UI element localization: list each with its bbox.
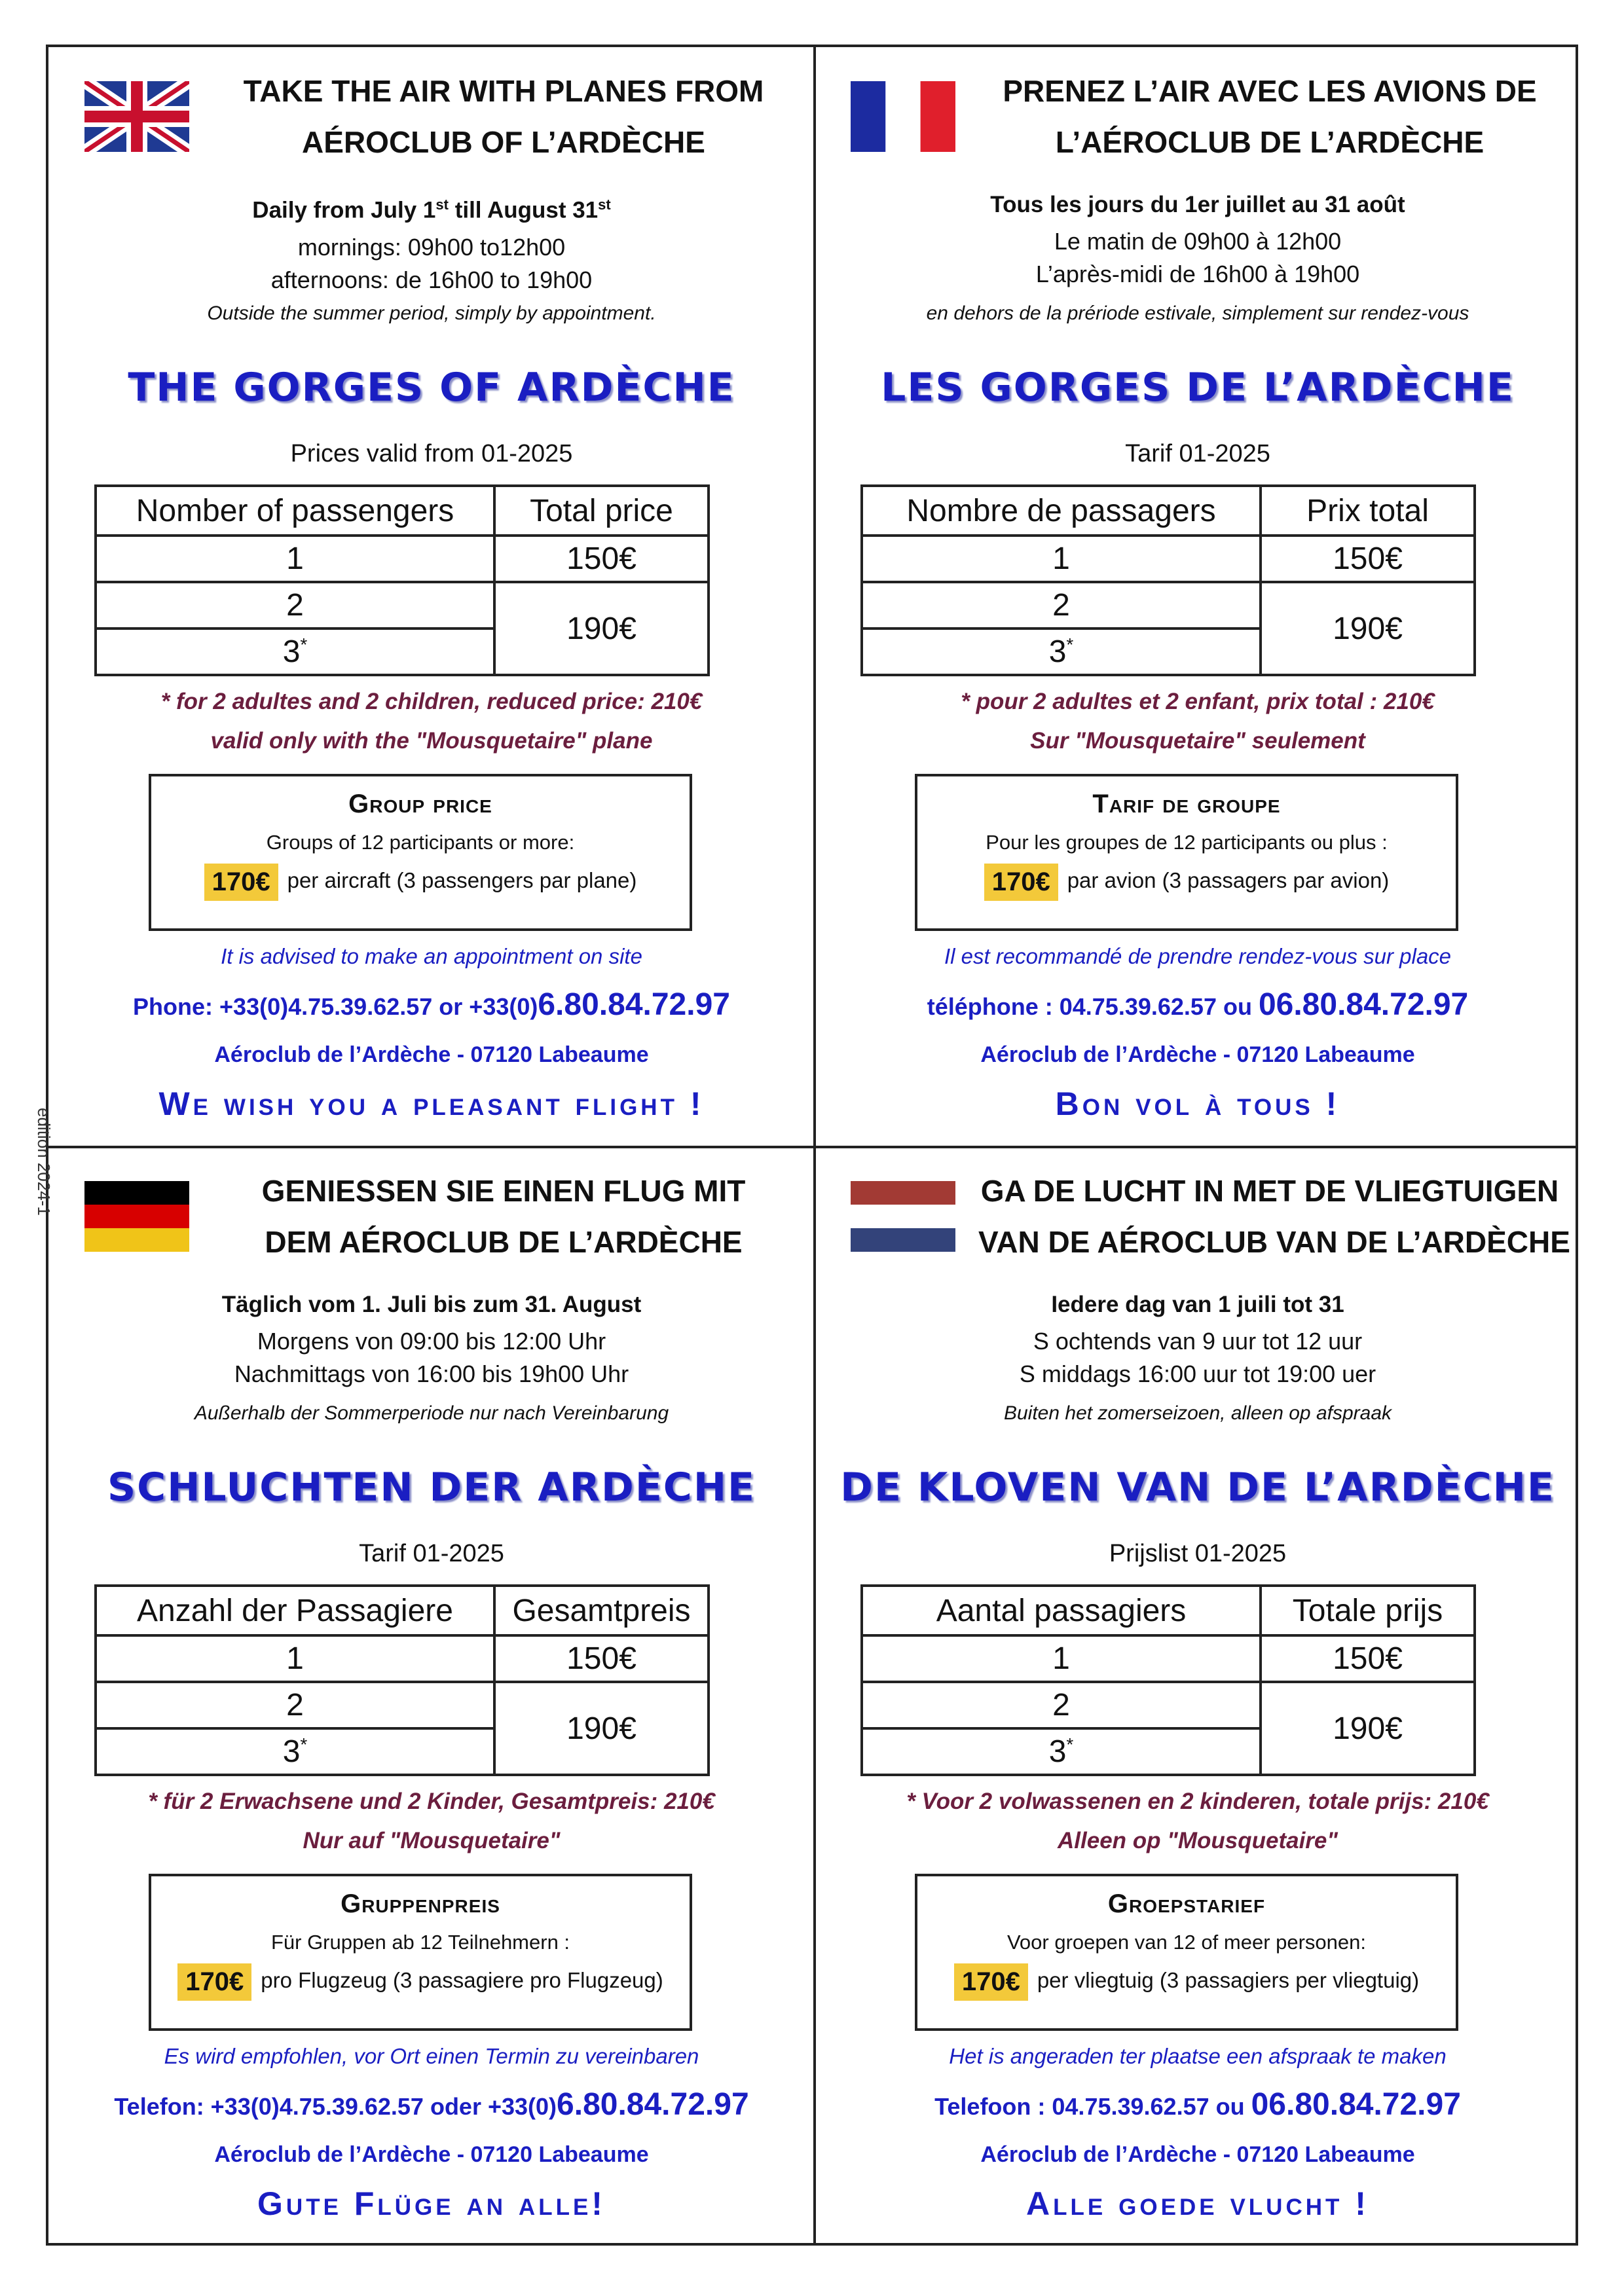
price-table — [860, 1584, 1476, 1776]
footnote-star: * — [1066, 1734, 1074, 1755]
quadrant-english — [48, 47, 815, 1147]
header-line: GENIESSEN SIE EINEN FLUG MIT — [261, 1174, 746, 1208]
note-line: Sur "Mousquetaire" seulement — [1030, 728, 1365, 754]
phone-numbers — [48, 2086, 815, 2123]
price-cell: 150€ — [494, 536, 709, 582]
schedule-title-part: till August 31 — [448, 197, 599, 223]
column-header: Anzahl der Passagiere — [96, 1586, 494, 1635]
appointment-advice: Het is angeraden ter plaatse een afspraak te maken — [949, 2044, 1447, 2068]
group-price-badge: 170€ — [177, 1963, 251, 2001]
note-line: * für 2 Erwachsene und 2 Kinder, Gesamtpreis: 210€ — [148, 1789, 715, 1814]
outside-season-note: Außerhalb der Sommerperiode nur nach Vereinbarung — [194, 1402, 669, 1424]
group-condition: Pour les groupes de 12 participants ou plus : — [986, 831, 1388, 854]
price-cell: 190€ — [494, 582, 709, 675]
table-row — [96, 1682, 709, 1728]
passengers-cell — [862, 1728, 1261, 1775]
price-validity: Prices valid from 01-2025 — [290, 440, 573, 467]
group-condition: Groups of 12 participants or more: — [266, 831, 575, 854]
mobile-number: 6.80.84.72.97 — [538, 987, 730, 1022]
header — [212, 1165, 795, 1267]
column-header: Prix total — [1261, 486, 1475, 536]
table-row — [862, 1635, 1475, 1682]
farewell-message: Gute Flüge an alle! — [257, 2185, 606, 2222]
schedule — [815, 185, 1581, 291]
table-row — [96, 1635, 709, 1682]
header-line: AÉROCLUB OF L’ARDÈCHE — [302, 125, 705, 159]
table-row — [96, 536, 709, 582]
passengers-value: 3 — [282, 1734, 301, 1769]
table-header-row — [96, 486, 709, 536]
schedule-line: Morgens von 09:00 bis 12:00 Uhr — [257, 1328, 606, 1355]
group-price-box — [149, 774, 692, 931]
footnote-star: * — [300, 634, 308, 655]
group-price-badge: 170€ — [204, 864, 278, 901]
group-title: Group price — [348, 790, 492, 818]
header-line: PRENEZ L’AIR AVEC LES AVIONS DE — [1003, 74, 1537, 108]
reduced-price-note — [48, 682, 815, 761]
column-header: Totale prijs — [1261, 1586, 1475, 1635]
price-table — [94, 1584, 710, 1776]
outside-season-note: en dehors de la prériode estivale, simplement sur rendez-vous — [926, 302, 1469, 324]
group-price-line — [917, 1963, 1456, 2001]
quadrant-dutch — [815, 1147, 1581, 2247]
phone-numbers — [48, 987, 815, 1023]
schedule-line: S ochtends van 9 uur tot 12 uur — [1033, 1328, 1363, 1355]
group-price-box — [149, 1874, 692, 2031]
column-header: Nomber of passengers — [96, 486, 494, 536]
passengers-value: 3 — [1048, 634, 1067, 669]
quadrant-german — [48, 1147, 815, 2247]
passengers-cell: 2 — [862, 1682, 1261, 1728]
schedule — [48, 1285, 815, 1391]
header-line: VAN DE AÉROCLUB VAN DE L’ARDÈCHE — [978, 1225, 1570, 1259]
note-line: valid only with the "Mousquetaire" plane — [210, 728, 653, 754]
header-line: GA DE LUCHT IN MET DE VLIEGTUIGEN — [980, 1174, 1559, 1208]
appointment-advice: Il est recommandé de prendre rendez-vous sur place — [944, 944, 1452, 968]
note-line: * Voor 2 volwassenen en 2 kinderen, totale prijs: 210€ — [906, 1789, 1489, 1814]
price-validity: Tarif 01-2025 — [1125, 440, 1270, 467]
germany-flag-icon — [84, 1181, 189, 1252]
price-table — [860, 484, 1476, 676]
group-price-unit: par avion (3 passagers par avion) — [1067, 868, 1390, 893]
mobile-number: 06.80.84.72.97 — [1251, 2087, 1461, 2122]
column-header: Aantal passagiers — [862, 1586, 1261, 1635]
table-row — [862, 582, 1475, 629]
passengers-cell: 2 — [862, 582, 1261, 629]
table-row — [862, 1682, 1475, 1728]
passengers-cell: 1 — [862, 536, 1261, 582]
reduced-price-note — [48, 1782, 815, 1861]
schedule-title — [48, 185, 815, 231]
phone-numbers — [815, 2086, 1581, 2123]
note-line: Nur auf "Mousquetaire" — [303, 1828, 561, 1853]
group-price-line — [151, 864, 690, 901]
flyer-page — [34, 45, 1578, 2246]
phone-prefix: Telefoon : 04.75.39.62.57 ou — [934, 2093, 1251, 2120]
table-row — [862, 536, 1475, 582]
passengers-cell — [96, 629, 494, 675]
club-address: Aéroclub de l’Ardèche - 07120 Labeaume — [214, 2142, 649, 2167]
main-title: SCHLUCHTEN DER ARDÈCHE — [107, 1465, 756, 1510]
schedule-title-part: Daily from July 1 — [252, 197, 436, 223]
schedule-line: afternoons: de 16h00 to 19h00 — [270, 266, 593, 293]
reduced-price-note — [815, 682, 1581, 761]
footnote-star: * — [1066, 634, 1074, 655]
header-line: DEM AÉROCLUB DE L’ARDÈCHE — [265, 1225, 743, 1259]
header-line: L’AÉROCLUB DE L’ARDÈCHE — [1055, 125, 1485, 159]
netherlands-flag-icon — [851, 1181, 955, 1252]
price-cell: 150€ — [1261, 1635, 1475, 1682]
price-cell: 150€ — [494, 1635, 709, 1682]
header — [212, 65, 795, 168]
outside-season-note: Buiten het zomerseizoen, alleen op afspraak — [1003, 1402, 1392, 1424]
appointment-advice: It is advised to make an appointment on site — [221, 944, 642, 968]
group-price-badge: 170€ — [984, 864, 1058, 901]
passengers-cell — [96, 1728, 494, 1775]
farewell-message: Bon vol à tous ! — [1055, 1085, 1340, 1122]
passengers-cell: 1 — [96, 536, 494, 582]
reduced-price-note — [815, 1782, 1581, 1861]
passengers-cell: 1 — [96, 1635, 494, 1682]
price-table — [94, 484, 710, 676]
schedule-title-part: st — [435, 196, 449, 213]
france-flag-icon — [851, 81, 955, 152]
phone-prefix: téléphone : 04.75.39.62.57 ou — [927, 993, 1259, 1020]
price-validity: Tarif 01-2025 — [359, 1540, 504, 1567]
table-header-row — [96, 1586, 709, 1635]
price-cell: 190€ — [1261, 1682, 1475, 1775]
price-cell: 150€ — [1261, 536, 1475, 582]
table-header-row — [862, 486, 1475, 536]
table-row — [96, 582, 709, 629]
main-title: DE KLOVEN VAN DE L’ARDÈCHE — [840, 1465, 1555, 1510]
farewell-message: We wish you a pleasant flight ! — [158, 1085, 705, 1122]
group-price-unit: per aircraft (3 passengers par plane) — [287, 868, 637, 893]
outside-season-note: Outside the summer period, simply by appointment. — [207, 302, 656, 324]
schedule-title-part: st — [598, 196, 611, 213]
group-title: Tarif de groupe — [1092, 790, 1281, 818]
group-title: Gruppenpreis — [341, 1889, 500, 1918]
group-price-unit: pro Flugzeug (3 passagiere pro Flugzeug) — [261, 1968, 663, 1993]
note-line: * pour 2 adultes et 2 enfant, prix total : 210€ — [961, 689, 1435, 714]
mobile-number: 6.80.84.72.97 — [557, 2087, 749, 2122]
note-line: * for 2 adultes and 2 children, reduced price: 210€ — [160, 689, 703, 714]
header — [978, 65, 1561, 168]
table-header-row — [862, 1586, 1475, 1635]
note-line: Alleen op "Mousquetaire" — [1058, 1828, 1338, 1853]
group-price-box — [915, 774, 1458, 931]
edition-label: edition 2024-1 — [34, 1108, 54, 1216]
passengers-cell: 1 — [862, 1635, 1261, 1682]
main-title: LES GORGES DE L’ARDÈCHE — [881, 365, 1515, 410]
group-price-badge: 170€ — [954, 1963, 1028, 2001]
schedule — [48, 185, 815, 297]
club-address: Aéroclub de l’Ardèche - 07120 Labeaume — [980, 1042, 1415, 1067]
main-title: THE GORGES OF ARDÈCHE — [128, 365, 735, 410]
group-price-line — [151, 1963, 690, 2001]
schedule-line: Nachmittags von 16:00 bis 19h00 Uhr — [234, 1360, 629, 1387]
group-title: Groepstarief — [1107, 1889, 1266, 1918]
schedule-title: Iedere dag van 1 juili tot 31 — [1051, 1292, 1344, 1317]
schedule-line: S middags 16:00 uur tot 19:00 uer — [1019, 1360, 1376, 1387]
passengers-value: 3 — [282, 634, 301, 669]
group-condition: Voor groepen van 12 of meer personen: — [1006, 1931, 1367, 1954]
group-price-box — [915, 1874, 1458, 2031]
schedule-line: Le matin de 09h00 à 12h00 — [1054, 228, 1342, 255]
club-address: Aéroclub de l’Ardèche - 07120 Labeaume — [214, 1042, 649, 1067]
phone-prefix: Telefon: +33(0)4.75.39.62.57 oder +33(0) — [114, 2093, 557, 2120]
schedule-title: Täglich vom 1. Juli bis zum 31. August — [221, 1292, 642, 1317]
passengers-cell: 2 — [96, 1682, 494, 1728]
price-validity: Prijslist 01-2025 — [1109, 1540, 1287, 1567]
passengers-value: 3 — [1048, 1734, 1067, 1769]
club-address: Aéroclub de l’Ardèche - 07120 Labeaume — [980, 2142, 1415, 2167]
schedule — [815, 1285, 1581, 1391]
passengers-cell: 2 — [96, 582, 494, 629]
group-price-unit: per vliegtuig (3 passagiers per vliegtuig) — [1037, 1968, 1420, 1993]
farewell-message: Alle goede vlucht ! — [1026, 2185, 1369, 2222]
group-condition: Für Gruppen ab 12 Teilnehmern : — [270, 1931, 570, 1954]
price-cell: 190€ — [494, 1682, 709, 1775]
header — [978, 1165, 1570, 1267]
schedule-line: L’après-midi de 16h00 à 19h00 — [1035, 261, 1360, 287]
price-cell: 190€ — [1261, 582, 1475, 675]
passengers-cell — [862, 629, 1261, 675]
header-line: TAKE THE AIR WITH PLANES FROM — [243, 74, 764, 108]
column-header: Nombre de passagers — [862, 486, 1261, 536]
group-price-line — [917, 864, 1456, 901]
column-header: Gesamtpreis — [494, 1586, 709, 1635]
schedule-title: Tous les jours du 1er juillet au 31 août — [990, 192, 1405, 217]
uk-flag-icon — [84, 81, 189, 152]
quadrant-french — [815, 47, 1581, 1147]
mobile-number: 06.80.84.72.97 — [1258, 987, 1469, 1022]
column-header: Total price — [494, 486, 709, 536]
footnote-star: * — [300, 1734, 308, 1755]
appointment-advice: Es wird empfohlen, vor Ort einen Termin zu vereinbaren — [164, 2044, 699, 2068]
phone-prefix: Phone: +33(0)4.75.39.62.57 or +33(0) — [133, 993, 538, 1020]
schedule-line: mornings: 09h00 to12h00 — [297, 233, 566, 261]
phone-numbers — [815, 987, 1581, 1023]
